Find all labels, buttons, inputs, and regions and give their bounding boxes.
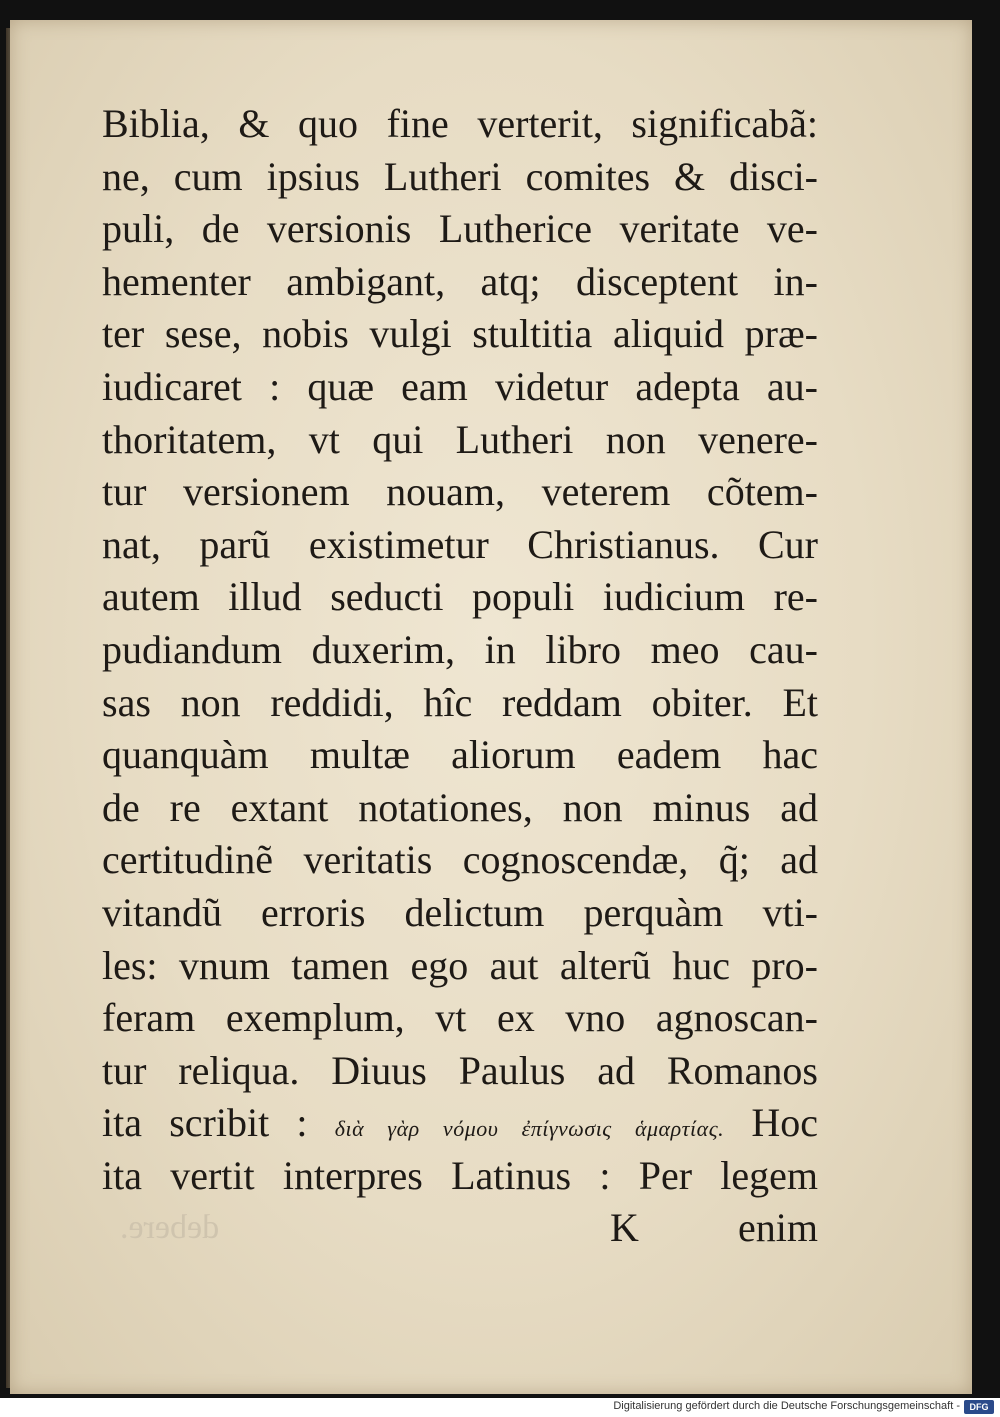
text-block bbox=[102, 98, 818, 1202]
page-footer-row bbox=[102, 1202, 818, 1254]
text-line-greek bbox=[102, 1097, 818, 1150]
text-line: feram exemplum, vt ex vno agnoscan- bbox=[102, 995, 818, 1041]
text-line: ne, cum ipsius Lutheri comites & disci- bbox=[102, 153, 818, 199]
text-line: certitudinẽ veritatis cognoscendæ, q̃; ad bbox=[102, 837, 818, 883]
text-line: vitandũ erroris delictum perquàm vti- bbox=[102, 889, 818, 935]
text-line: les: vnum tamen ego aut alterũ huc pro- bbox=[102, 942, 818, 988]
text-line: pudiandum duxerim, in libro meo cau- bbox=[102, 626, 818, 672]
signature-mark: K bbox=[610, 1205, 639, 1250]
text-line: Biblia, & quo fine verterit, significabã: bbox=[102, 101, 818, 146]
text-line: de re extant notationes, non minus ad bbox=[102, 784, 818, 830]
text-line: quanquàm multæ aliorum eadem hac bbox=[102, 732, 818, 778]
text-line: nat, parũ existimetur Christianus. Cur bbox=[102, 521, 818, 567]
text-line: tur versionem nouam, veterem cõtem- bbox=[102, 469, 818, 515]
text-line: puli, de versionis Lutherice veritate ve- bbox=[102, 206, 818, 252]
book-page bbox=[10, 20, 972, 1394]
text-line: ita vertit interpres Latinus : Per legem bbox=[102, 1152, 818, 1198]
catchword: enim bbox=[738, 1205, 818, 1250]
text-line: thoritatem, vt qui Lutheri non venere- bbox=[102, 416, 818, 462]
text-line: ter sese, nobis vulgi stultitia aliquid præ- bbox=[102, 311, 818, 357]
line-text-after: Hoc bbox=[751, 1100, 818, 1146]
text-line: tur reliqua. Diuus Paulus ad Romanos bbox=[102, 1047, 818, 1093]
show-through-text: debere. bbox=[120, 1209, 220, 1246]
text-line: sas non reddidi, hîc reddam obiter. Et bbox=[102, 679, 818, 725]
text-line: autem illud seducti populi iudicium re- bbox=[102, 574, 818, 620]
text-line: hementer ambigant, atq; disceptent in- bbox=[102, 258, 818, 304]
line-text-before: ita scribit : bbox=[102, 1100, 308, 1146]
dfg-logo: DFG bbox=[964, 1400, 994, 1414]
text-line: iudicaret : quæ eam videtur adepta au- bbox=[102, 363, 818, 409]
greek-quote: διὰ γὰρ νόμου ἐπίγνωσις ἁμαρτίας. bbox=[334, 1116, 725, 1142]
funding-credit: Digitalisierung gefördert durch die Deutsche Forschungsgemeinschaft - bbox=[613, 1400, 960, 1412]
